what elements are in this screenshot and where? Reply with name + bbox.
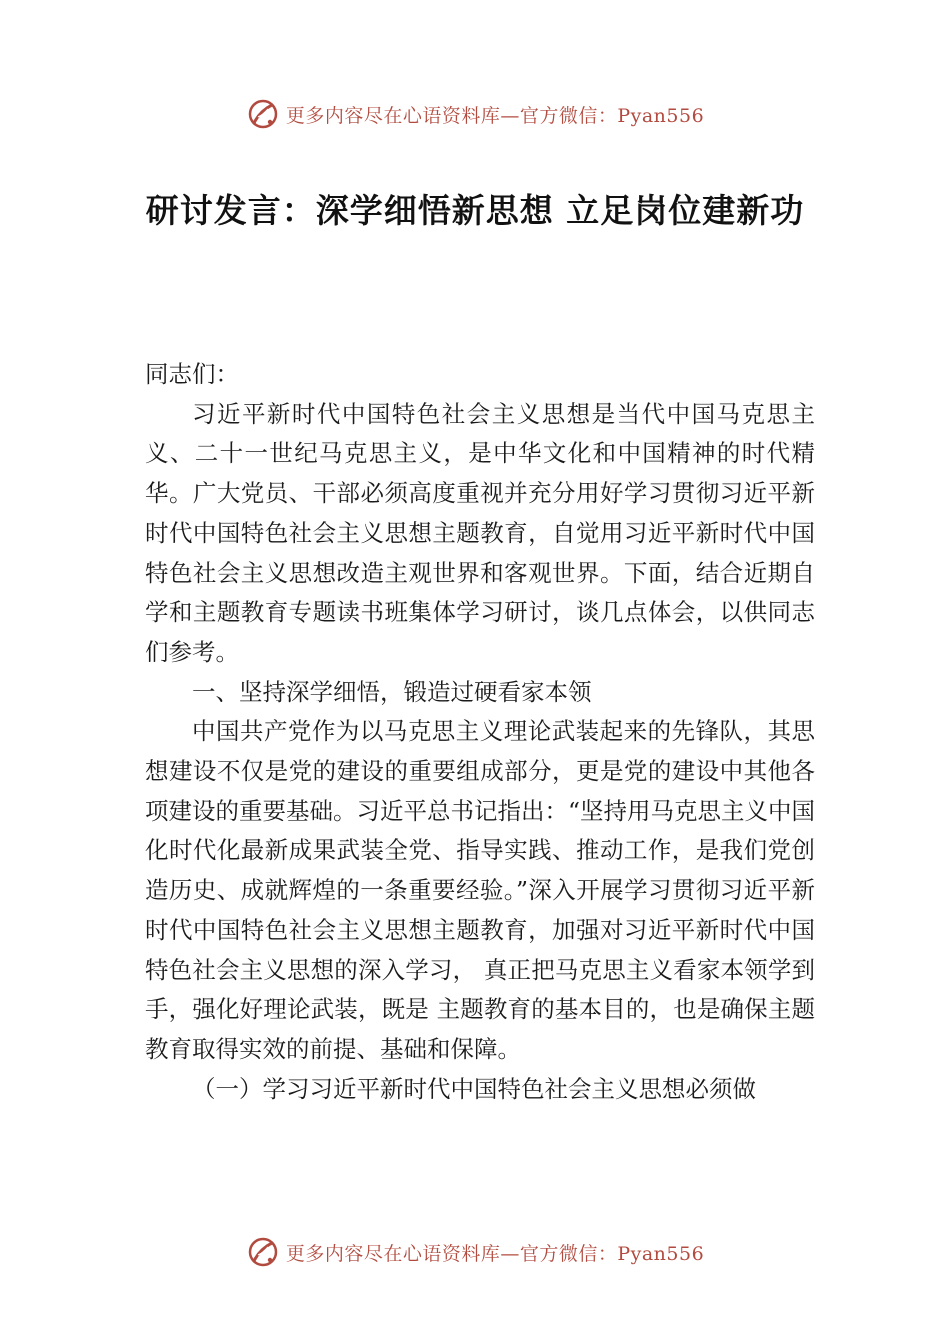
header-banner xyxy=(0,94,950,134)
header-banner-text: 更多内容尽在心语资料库—官方微信：Pyan556 xyxy=(285,104,705,127)
footer-banner xyxy=(0,1232,950,1272)
brush-logo-icon xyxy=(246,97,280,131)
body-paragraph-1: 习近平新时代中国特色社会主义思想是当代中国马克思主义、二十一世纪马克思主义，是中华文化和中国精神的时代精华。广大党员、干部必须高度重视并充分用好学习贯彻习近平新时代中国特色社会主义思想主题教育，自觉用习近平新时代中国特色社会主义思想改造主观世界和客观世界。下面，结合近期自学和主题教育专题读书班集体学习研讨，谈几点体会，以供同志们参考。 xyxy=(145,399,815,666)
subsection-heading-1: （一）学习习近平新时代中国特色社会主义思想必须做 xyxy=(192,1074,756,1103)
document-title: 研讨发言：深学细悟新思想 立足岗位建新功 xyxy=(145,191,805,230)
brush-logo-icon xyxy=(246,1235,280,1269)
document-body xyxy=(145,355,815,1109)
section-heading-1: 一、坚持深学细悟，锻造过硬看家本领 xyxy=(192,677,592,706)
body-paragraph-2: 中国共产党作为以马克思主义理论武装起来的先锋队，其思想建设不仅是党的建设的重要组成部分，更是党的建设中其他各项建设的重要基础。习近平总书记指出：“坚持用马克思主义中国化时代化最新成果武装全党、指导实践、推动工作，是我们党创造历史、成就辉煌的一条重要经验。”深入开展学习贯彻习近平新时代中国特色社会主义思想主题教育，加强对习近平新时代中国特色社会主义思想的深入学习， 真正把马克思主义看家本领学到手，强化好理论武装，既是 主题教育的基本目的，也是确保主题教育取得实效的前提、基础和保障。 xyxy=(145,717,816,1063)
salutation: 同志们： xyxy=(145,360,239,388)
footer-banner-text: 更多内容尽在心语资料库—官方微信：Pyan556 xyxy=(285,1242,705,1265)
